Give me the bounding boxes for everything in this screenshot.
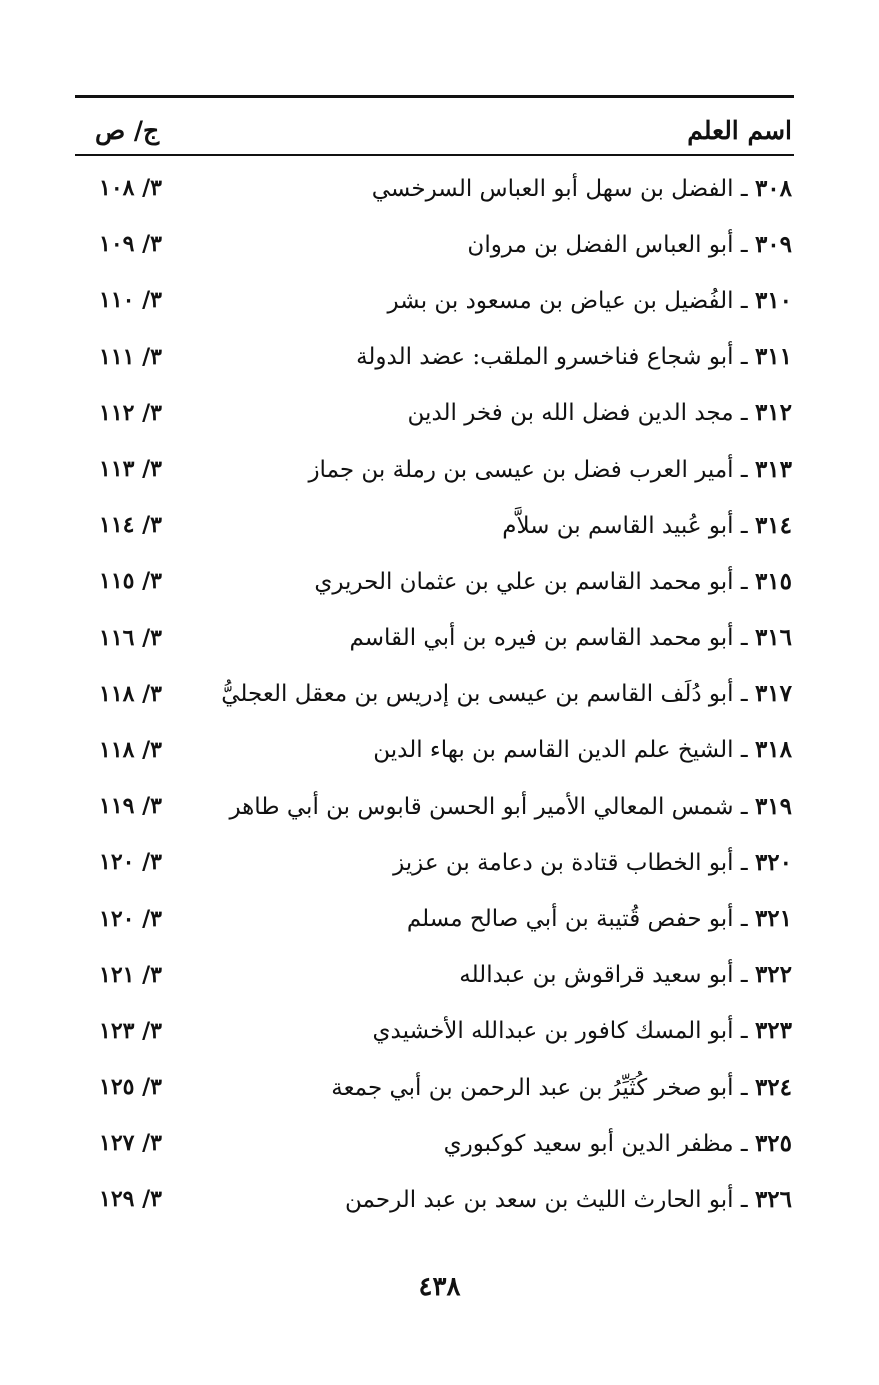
top-rule (75, 95, 794, 98)
entry-name (459, 961, 794, 988)
table-row (75, 722, 794, 778)
entry-number: ٣٢٣ (754, 1017, 792, 1045)
entry-name (356, 343, 794, 370)
table-row (75, 890, 794, 946)
entry-separator: ـ (733, 1130, 755, 1157)
entry-reference: ٣/ ١١٨ (99, 680, 162, 707)
entry-name-text: أبو عُبيد القاسم بن سلاَّم (502, 512, 734, 539)
entry-number: ٣١٩ (754, 792, 792, 820)
table-row (75, 272, 794, 328)
entry-name-text: مظفر الدين أبو سعيد كوكبوري (443, 1130, 734, 1157)
entry-number: ٣١٦ (754, 624, 792, 652)
entry-reference: ٣/ ١٢٠ (99, 849, 162, 876)
entry-reference: ٣/ ١٠٨ (99, 175, 162, 202)
entry-name (467, 231, 794, 258)
entry-name-text: أبو محمد القاسم بن فيره بن أبي القاسم (349, 625, 734, 652)
entry-separator: ـ (733, 906, 755, 933)
table-row (75, 1059, 794, 1115)
table-row (75, 160, 794, 216)
table-row (75, 385, 794, 441)
entry-name (308, 456, 794, 483)
entry-name-text: أبو شجاع فناخسرو الملقب: عضد الدولة (356, 344, 734, 371)
entry-separator: ـ (733, 344, 755, 371)
entry-name-text: أبو دُلَف القاسم بن عيسى بن إدريس بن معقل العجليُّ (221, 681, 734, 708)
table-row (75, 216, 794, 272)
table-row (75, 610, 794, 666)
entry-reference: ٣/ ١٢٠ (99, 905, 162, 932)
entry-name-text: أبو المسك كافور بن عبدالله الأخشيدي (372, 1018, 734, 1045)
entry-name-text: الشيخ علم الدين القاسم بن بهاء الدين (373, 737, 734, 764)
entry-separator: ـ (733, 962, 755, 989)
table-row (75, 441, 794, 497)
entry-separator: ـ (733, 456, 755, 483)
entry-reference: ٣/ ١١٩ (99, 793, 162, 820)
table-row (75, 834, 794, 890)
entry-separator: ـ (733, 1186, 755, 1213)
entry-separator: ـ (733, 793, 755, 820)
entry-separator: ـ (733, 512, 755, 539)
entry-name (393, 849, 794, 876)
entry-name-text: أبو صخر كُثَيِّرُ بن عبد الرحمن بن أبي جمعة (331, 1074, 734, 1101)
entry-number: ٣٠٨ (754, 174, 792, 202)
entry-reference: ٣/ ١١٦ (99, 624, 162, 651)
entry-name-text: الفضل بن سهل أبو العباس السرخسي (371, 175, 734, 202)
entry-number: ٣٠٩ (754, 230, 792, 258)
entry-reference: ٣/ ١١٥ (99, 568, 162, 595)
entry-number: ٣٢٠ (754, 848, 792, 876)
entry-reference: ٣/ ١٠٩ (99, 231, 162, 258)
entry-name-text: الفُضيل بن عياض بن مسعود بن بشر (387, 287, 734, 314)
entry-name (372, 175, 794, 202)
entry-number: ٣٢٦ (754, 1185, 792, 1213)
table-header (75, 108, 794, 152)
entry-number: ٣١١ (754, 343, 792, 371)
entry-separator: ـ (733, 400, 755, 427)
entry-name (373, 736, 794, 763)
entry-name (345, 1186, 794, 1213)
entry-reference: ٣/ ١١٢ (99, 399, 162, 426)
entry-name (229, 793, 794, 820)
entry-name-text: مجد الدين فضل الله بن فخر الدين (407, 400, 734, 427)
entry-name-text: أبو سعيد قراقوش بن عبدالله (459, 962, 734, 989)
entry-name (373, 1017, 794, 1044)
entry-reference: ٣/ ١١٠ (99, 287, 162, 314)
entry-name (444, 1130, 794, 1157)
table-row (75, 947, 794, 1003)
table-row (75, 1003, 794, 1059)
entry-reference: ٣/ ١٢٣ (99, 1017, 162, 1044)
entry-name-text: أمير العرب فضل بن عيسى بن رملة بن جماز (308, 456, 734, 483)
entry-number: ٣٢١ (754, 905, 792, 933)
entry-separator: ـ (733, 231, 755, 258)
entry-separator: ـ (733, 568, 755, 595)
entry-number: ٣١٣ (754, 455, 792, 483)
header-rule (75, 154, 794, 156)
table-row (75, 1115, 794, 1171)
header-name-column: اسم العلم (687, 115, 792, 145)
entry-name-text: أبو الحارث الليث بن سعد بن عبد الرحمن (345, 1186, 734, 1213)
entry-reference: ٣/ ١١٣ (99, 456, 162, 483)
entry-name (408, 399, 794, 426)
entry-number: ٣٢٥ (754, 1129, 792, 1157)
entry-number: ٣١٧ (754, 680, 792, 708)
entry-number: ٣١٥ (754, 567, 792, 595)
entry-separator: ـ (733, 287, 755, 314)
entry-separator: ـ (733, 625, 755, 652)
entry-reference: ٣/ ١١١ (99, 343, 162, 370)
entry-name-text: أبو محمد القاسم بن علي بن عثمان الحريري (314, 568, 734, 595)
entry-separator: ـ (733, 737, 755, 764)
table-row (75, 778, 794, 834)
entry-name (349, 624, 794, 651)
table-row (75, 553, 794, 609)
entry-name-text: شمس المعالي الأمير أبو الحسن قابوس بن أبي طاهر (229, 793, 734, 820)
entry-name (221, 680, 794, 707)
table-row (75, 329, 794, 385)
entry-name-text: أبو الخطاب قتادة بن دعامة بن عزيز (393, 849, 734, 876)
entry-number: ٣٢٤ (754, 1073, 792, 1101)
entry-name-text: أبو العباس الفضل بن مروان (467, 231, 734, 258)
index-list (75, 160, 794, 1228)
table-row (75, 666, 794, 722)
entry-number: ٣٢٢ (754, 961, 792, 989)
entry-reference: ٣/ ١٢٩ (99, 1186, 162, 1213)
entry-separator: ـ (733, 849, 755, 876)
entry-reference: ٣/ ١٢٥ (99, 1074, 162, 1101)
entry-reference: ٣/ ١١٨ (99, 736, 162, 763)
table-row (75, 497, 794, 553)
table-row (75, 1171, 794, 1227)
entry-reference: ٣/ ١١٤ (99, 512, 162, 539)
entry-separator: ـ (733, 1018, 755, 1045)
header-ref-column: ج/ ص (95, 115, 160, 145)
page-number: ٤٣٨ (418, 1272, 461, 1302)
entry-number: ٣١٢ (754, 399, 792, 427)
entry-name-text: أبو حفص قُتيبة بن أبي صالح مسلم (406, 906, 734, 933)
entry-name (387, 287, 794, 314)
entry-number: ٣١٨ (754, 736, 792, 764)
entry-reference: ٣/ ١٢٧ (99, 1130, 162, 1157)
entry-reference: ٣/ ١٢١ (99, 961, 162, 988)
entry-number: ٣١٠ (754, 286, 792, 314)
entry-name (331, 1074, 794, 1101)
entry-separator: ـ (733, 681, 755, 708)
entry-separator: ـ (733, 1074, 755, 1101)
entry-name (407, 905, 794, 932)
entry-separator: ـ (733, 175, 755, 202)
entry-name (314, 568, 794, 595)
entry-number: ٣١٤ (754, 511, 792, 539)
entry-name (502, 512, 794, 539)
